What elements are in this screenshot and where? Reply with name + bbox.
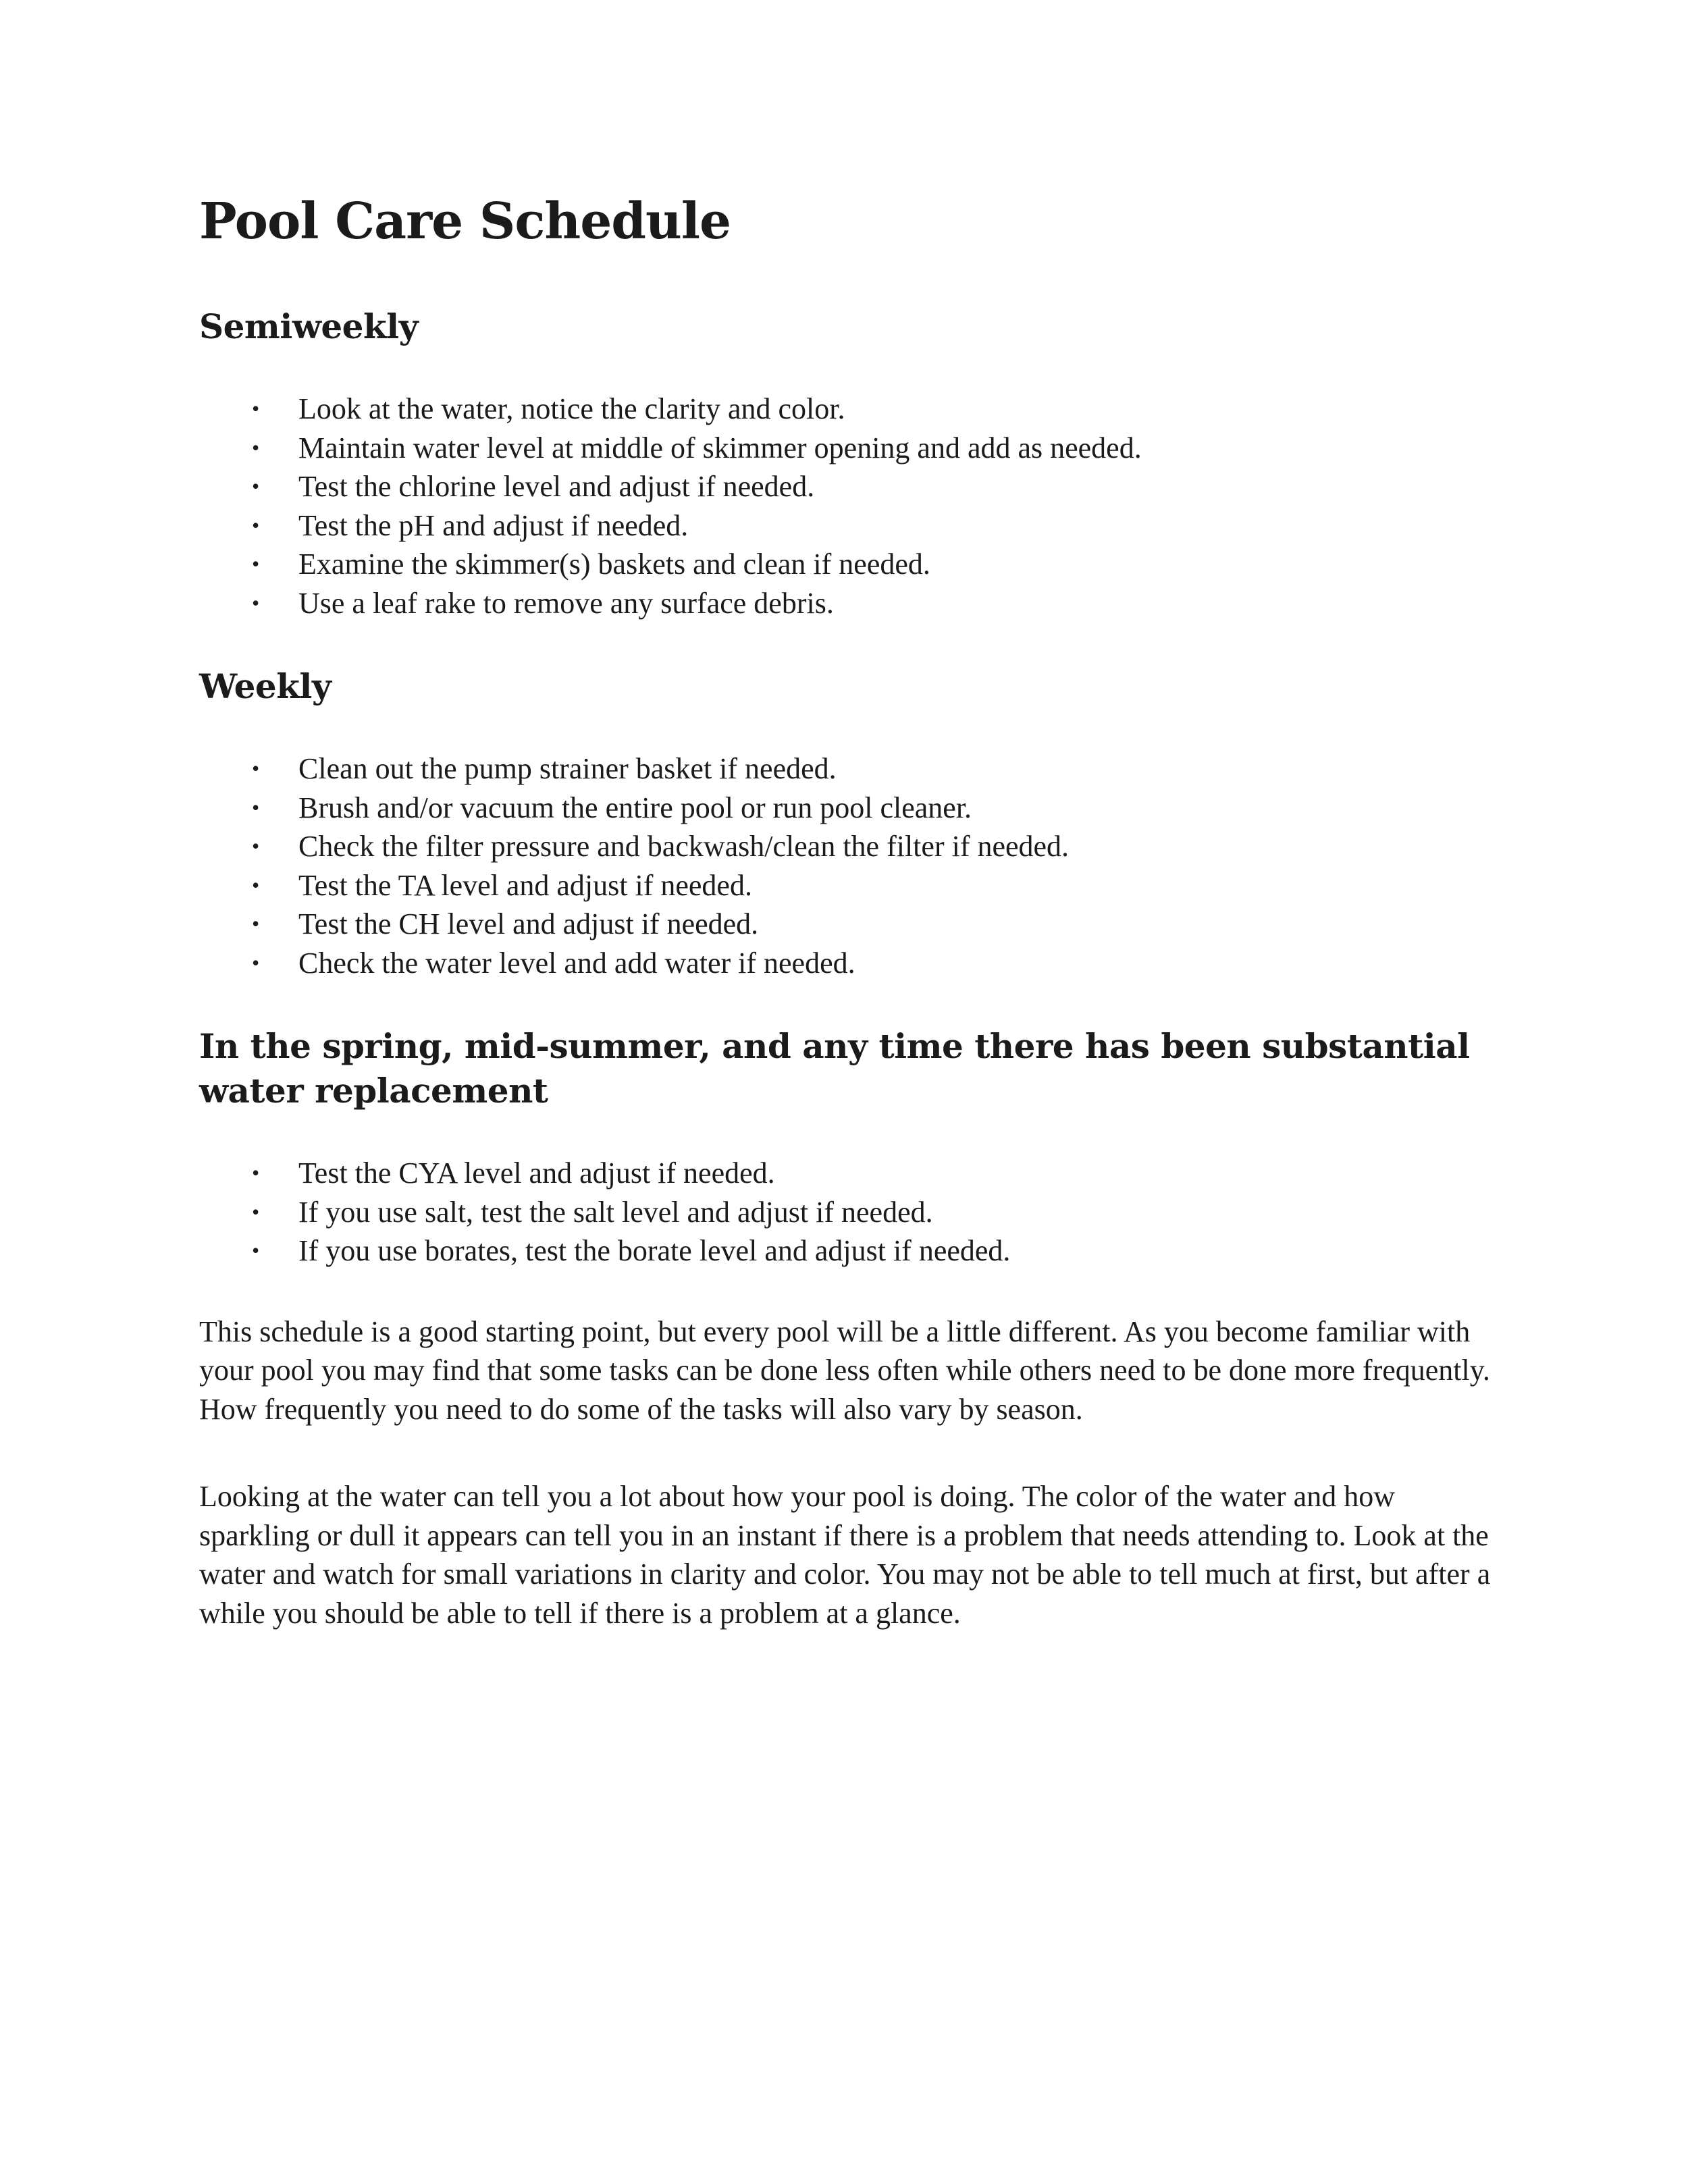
list-item [199,905,1502,944]
section-heading-seasonal: In the spring, mid-summer, and any time there has been substantial water replacement [199,1026,1470,1111]
list-item [199,584,1502,623]
bullet-icon: • [252,1238,260,1263]
list-item [199,545,1502,584]
bullet-icon: • [252,435,260,460]
list-item-text: If you use borates, test the borate level and adjust if needed. [298,1234,1011,1268]
list-item-text: Examine the skimmer(s) baskets and clean if needed. [298,548,930,581]
bullet-icon: • [252,911,260,936]
list-item [199,1154,1502,1193]
task-list-semiweekly [199,390,1502,622]
list-item [199,1231,1502,1271]
list-item [199,1193,1502,1232]
list-item-text: Test the pH and adjust if needed. [298,508,689,542]
task-list-seasonal [199,1154,1502,1271]
list-item [199,827,1502,866]
list-item-text: If you use salt, test the salt level and adjust if needed. [298,1195,933,1229]
list-item [199,506,1502,545]
bullet-icon: • [252,834,260,859]
section-heading-weekly: Weekly [199,666,332,707]
list-item-text: Test the chlorine level and adjust if needed. [298,470,815,504]
list-item [199,467,1502,506]
bullet-icon: • [252,474,260,499]
list-item-text: Use a leaf rake to remove any surface debris. [298,586,834,620]
task-list-weekly [199,749,1502,982]
list-item [199,866,1502,905]
bullet-icon: • [252,590,260,615]
bullet-icon: • [252,756,260,781]
list-item [199,429,1502,468]
list-item [199,749,1502,789]
list-item-text: Look at the water, notice the clarity and color. [298,392,845,426]
list-item-text: Clean out the pump strainer basket if needed. [298,752,837,786]
list-item [199,789,1502,828]
list-item-text: Test the TA level and adjust if needed. [298,868,752,902]
bullet-icon: • [252,872,260,897]
list-item [199,944,1502,983]
list-item-text: Brush and/or vacuum the entire pool or run pool cleaner. [298,791,972,824]
list-item-text: Maintain water level at middle of skimmer opening and add as needed. [298,431,1142,464]
list-item-text: Test the CYA level and adjust if needed. [298,1156,775,1190]
bullet-icon: • [252,552,260,577]
bullet-icon: • [252,795,260,820]
bullet-icon: • [252,950,260,975]
document-body [199,194,1502,1681]
bullet-icon: • [252,1199,260,1224]
list-item [199,390,1502,429]
bullet-icon: • [252,1161,260,1186]
page-title: Pool Care Schedule [199,192,731,250]
list-item-text: Check the filter pressure and backwash/clean the filter if needed. [298,830,1070,863]
bullet-icon: • [252,396,260,421]
paragraph-schedule-note: This schedule is a good starting point, but every pool will be a little different. As you become familiar with your pool you may find that some tasks can be done less often while others need to be done more frequently. How frequently you need to do some of the tasks will also vary by season. [199,1314,1490,1426]
list-item-text: Test the CH level and adjust if needed. [298,907,759,941]
list-item-text: Check the water level and add water if needed. [298,946,855,980]
paragraph-water-observation: Looking at the water can tell you a lot about how your pool is doing. The color of the water and how sparkling or dull it appears can tell you in an instant if there is a problem that needs attending to. Look at the water and watch for small variations in clarity and color. You may not be able to tell much at first, but after a while you should be able to tell if there is a problem at a glance. [199,1480,1491,1630]
bullet-icon: • [252,512,260,537]
section-heading-semiweekly: Semiweekly [199,307,419,347]
